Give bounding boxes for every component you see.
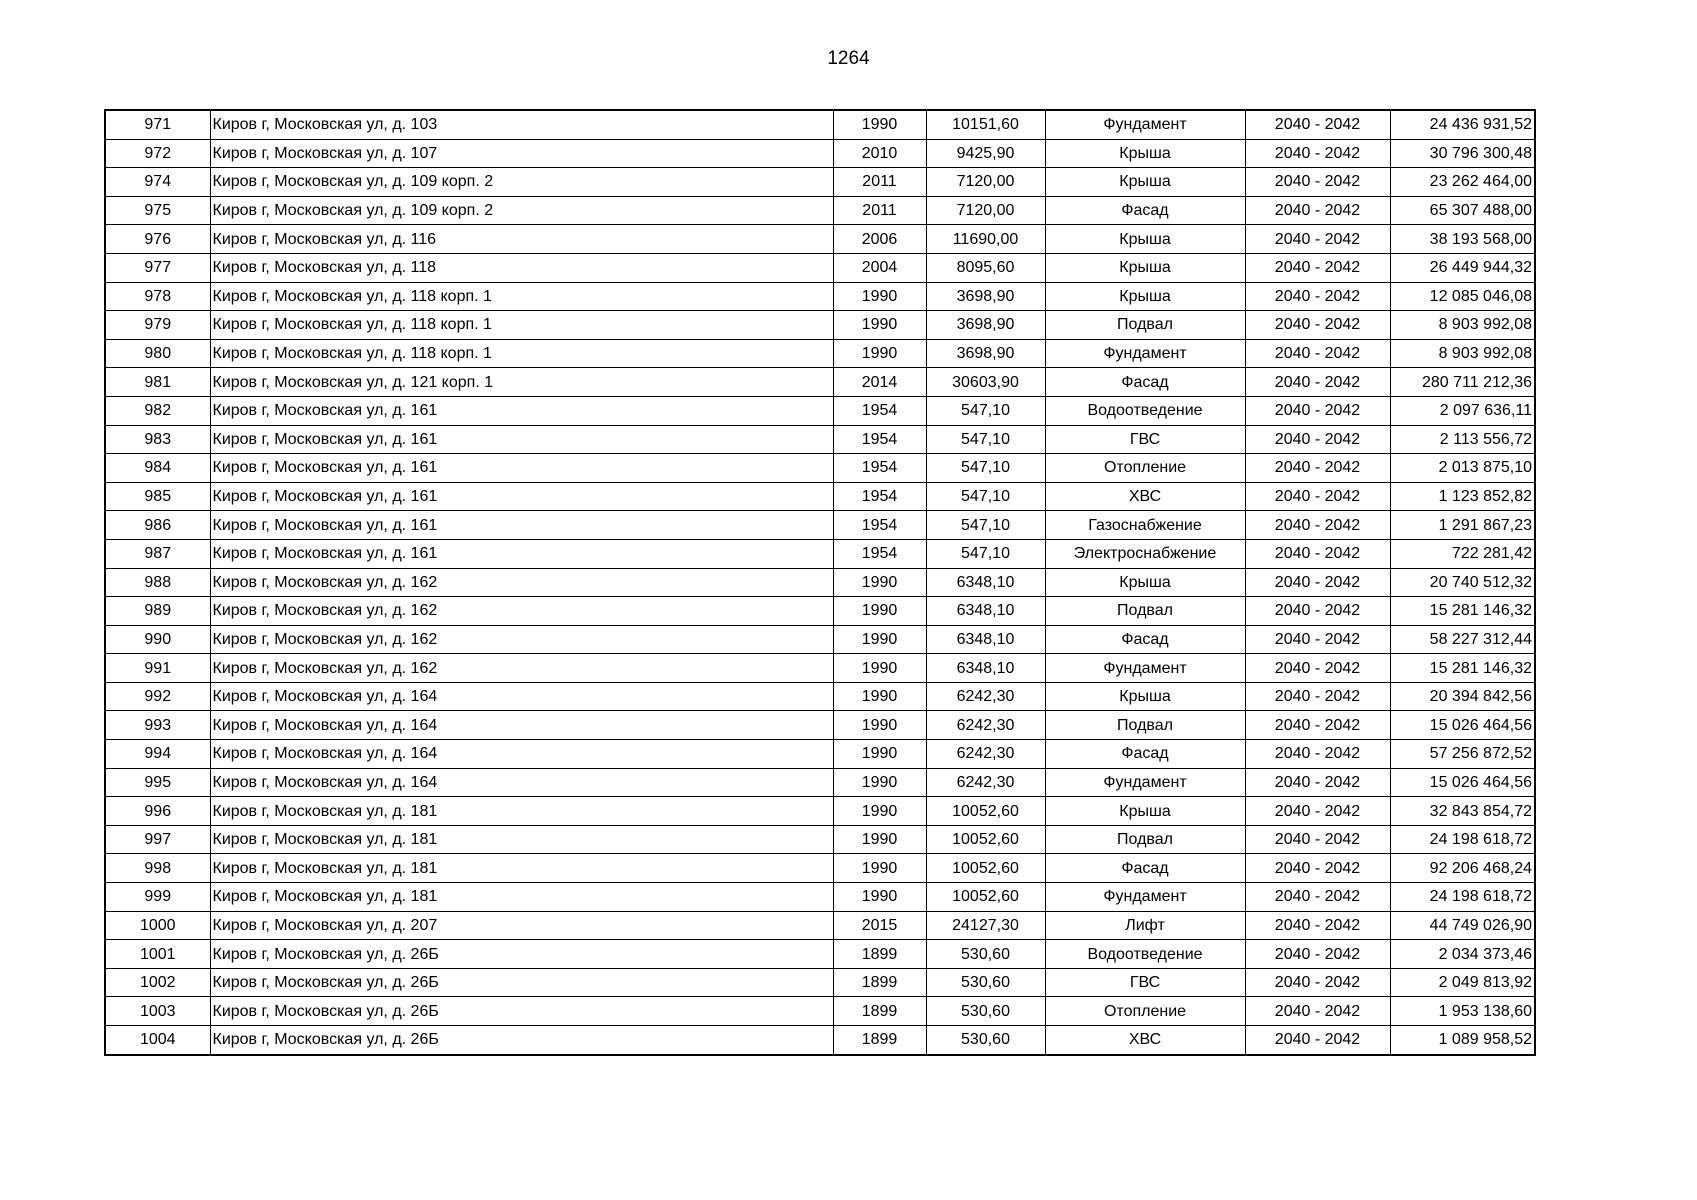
work-type-cell: Крыша bbox=[1045, 139, 1245, 168]
cost-cell: 24 198 618,72 bbox=[1390, 883, 1535, 912]
area-cell: 7120,00 bbox=[926, 196, 1045, 225]
cost-cell: 1 123 852,82 bbox=[1390, 482, 1535, 511]
period-cell: 2040 - 2042 bbox=[1245, 225, 1390, 254]
cost-cell: 44 749 026,90 bbox=[1390, 911, 1535, 940]
address-cell: Киров г, Московская ул, д. 107 bbox=[210, 139, 833, 168]
year-cell: 2004 bbox=[833, 253, 926, 282]
work-type-cell: Крыша bbox=[1045, 568, 1245, 597]
address-cell: Киров г, Московская ул, д. 164 bbox=[210, 682, 833, 711]
period-cell: 2040 - 2042 bbox=[1245, 854, 1390, 883]
cost-cell: 38 193 568,00 bbox=[1390, 225, 1535, 254]
period-cell: 2040 - 2042 bbox=[1245, 339, 1390, 368]
year-cell: 1954 bbox=[833, 454, 926, 483]
period-cell: 2040 - 2042 bbox=[1245, 768, 1390, 797]
row-number-cell: 978 bbox=[105, 282, 210, 311]
area-cell: 530,60 bbox=[926, 997, 1045, 1026]
year-cell: 1990 bbox=[833, 711, 926, 740]
table-row bbox=[105, 940, 1535, 969]
row-number-cell: 993 bbox=[105, 711, 210, 740]
row-number-cell: 983 bbox=[105, 425, 210, 454]
work-type-cell: Фасад bbox=[1045, 368, 1245, 397]
row-number-cell: 989 bbox=[105, 597, 210, 626]
table-row bbox=[105, 597, 1535, 626]
area-cell: 6348,10 bbox=[926, 654, 1045, 683]
cost-cell: 20 394 842,56 bbox=[1390, 682, 1535, 711]
year-cell: 2014 bbox=[833, 368, 926, 397]
cost-cell: 2 049 813,92 bbox=[1390, 968, 1535, 997]
table-row bbox=[105, 568, 1535, 597]
row-number-cell: 976 bbox=[105, 225, 210, 254]
work-type-cell: Отопление bbox=[1045, 997, 1245, 1026]
period-cell: 2040 - 2042 bbox=[1245, 682, 1390, 711]
cost-cell: 30 796 300,48 bbox=[1390, 139, 1535, 168]
row-number-cell: 1002 bbox=[105, 968, 210, 997]
period-cell: 2040 - 2042 bbox=[1245, 968, 1390, 997]
row-number-cell: 977 bbox=[105, 253, 210, 282]
address-cell: Киров г, Московская ул, д. 109 корп. 2 bbox=[210, 168, 833, 197]
row-number-cell: 974 bbox=[105, 168, 210, 197]
year-cell: 1990 bbox=[833, 568, 926, 597]
row-number-cell: 984 bbox=[105, 454, 210, 483]
address-cell: Киров г, Московская ул, д. 116 bbox=[210, 225, 833, 254]
area-cell: 8095,60 bbox=[926, 253, 1045, 282]
year-cell: 2011 bbox=[833, 168, 926, 197]
cost-cell: 15 026 464,56 bbox=[1390, 768, 1535, 797]
work-type-cell: ГВС bbox=[1045, 425, 1245, 454]
address-cell: Киров г, Московская ул, д. 181 bbox=[210, 825, 833, 854]
address-cell: Киров г, Московская ул, д. 181 bbox=[210, 854, 833, 883]
row-number-cell: 998 bbox=[105, 854, 210, 883]
period-cell: 2040 - 2042 bbox=[1245, 425, 1390, 454]
cost-cell: 58 227 312,44 bbox=[1390, 625, 1535, 654]
table-row bbox=[105, 911, 1535, 940]
year-cell: 2010 bbox=[833, 139, 926, 168]
year-cell: 1990 bbox=[833, 682, 926, 711]
cost-cell: 1 953 138,60 bbox=[1390, 997, 1535, 1026]
table-row bbox=[105, 625, 1535, 654]
year-cell: 1990 bbox=[833, 825, 926, 854]
cost-cell: 722 281,42 bbox=[1390, 539, 1535, 568]
cost-cell: 24 436 931,52 bbox=[1390, 110, 1535, 139]
address-cell: Киров г, Московская ул, д. 161 bbox=[210, 539, 833, 568]
cost-cell: 24 198 618,72 bbox=[1390, 825, 1535, 854]
year-cell: 1899 bbox=[833, 997, 926, 1026]
address-cell: Киров г, Московская ул, д. 181 bbox=[210, 797, 833, 826]
work-type-cell: Крыша bbox=[1045, 225, 1245, 254]
work-type-cell: Фундамент bbox=[1045, 883, 1245, 912]
area-cell: 6242,30 bbox=[926, 768, 1045, 797]
table-row bbox=[105, 482, 1535, 511]
cost-cell: 2 113 556,72 bbox=[1390, 425, 1535, 454]
period-cell: 2040 - 2042 bbox=[1245, 797, 1390, 826]
cost-cell: 280 711 212,36 bbox=[1390, 368, 1535, 397]
area-cell: 7120,00 bbox=[926, 168, 1045, 197]
work-type-cell: Водоотведение bbox=[1045, 940, 1245, 969]
work-type-cell: Газоснабжение bbox=[1045, 511, 1245, 540]
cost-cell: 26 449 944,32 bbox=[1390, 253, 1535, 282]
address-cell: Киров г, Московская ул, д. 118 корп. 1 bbox=[210, 282, 833, 311]
period-cell: 2040 - 2042 bbox=[1245, 139, 1390, 168]
area-cell: 10052,60 bbox=[926, 883, 1045, 912]
work-type-cell: Фундамент bbox=[1045, 654, 1245, 683]
table-row bbox=[105, 368, 1535, 397]
address-cell: Киров г, Московская ул, д. 162 bbox=[210, 654, 833, 683]
row-number-cell: 1000 bbox=[105, 911, 210, 940]
row-number-cell: 972 bbox=[105, 139, 210, 168]
cost-cell: 2 013 875,10 bbox=[1390, 454, 1535, 483]
work-type-cell: Крыша bbox=[1045, 797, 1245, 826]
row-number-cell: 975 bbox=[105, 196, 210, 225]
table-row bbox=[105, 539, 1535, 568]
period-cell: 2040 - 2042 bbox=[1245, 597, 1390, 626]
period-cell: 2040 - 2042 bbox=[1245, 482, 1390, 511]
address-cell: Киров г, Московская ул, д. 162 bbox=[210, 625, 833, 654]
address-cell: Киров г, Московская ул, д. 118 bbox=[210, 253, 833, 282]
table-row bbox=[105, 997, 1535, 1026]
area-cell: 3698,90 bbox=[926, 311, 1045, 340]
table-row bbox=[105, 168, 1535, 197]
row-number-cell: 1004 bbox=[105, 1026, 210, 1055]
row-number-cell: 994 bbox=[105, 740, 210, 769]
work-type-cell: Фасад bbox=[1045, 625, 1245, 654]
period-cell: 2040 - 2042 bbox=[1245, 883, 1390, 912]
address-cell: Киров г, Московская ул, д. 161 bbox=[210, 482, 833, 511]
area-cell: 6348,10 bbox=[926, 625, 1045, 654]
period-cell: 2040 - 2042 bbox=[1245, 511, 1390, 540]
cost-cell: 8 903 992,08 bbox=[1390, 339, 1535, 368]
table-row bbox=[105, 883, 1535, 912]
table-row bbox=[105, 339, 1535, 368]
row-number-cell: 996 bbox=[105, 797, 210, 826]
area-cell: 547,10 bbox=[926, 539, 1045, 568]
address-cell: Киров г, Московская ул, д. 164 bbox=[210, 740, 833, 769]
period-cell: 2040 - 2042 bbox=[1245, 625, 1390, 654]
row-number-cell: 995 bbox=[105, 768, 210, 797]
area-cell: 10151,60 bbox=[926, 110, 1045, 139]
cost-cell: 2 034 373,46 bbox=[1390, 940, 1535, 969]
year-cell: 1990 bbox=[833, 654, 926, 683]
address-cell: Киров г, Московская ул, д. 161 bbox=[210, 454, 833, 483]
year-cell: 2011 bbox=[833, 196, 926, 225]
period-cell: 2040 - 2042 bbox=[1245, 740, 1390, 769]
year-cell: 1899 bbox=[833, 968, 926, 997]
cost-cell: 57 256 872,52 bbox=[1390, 740, 1535, 769]
area-cell: 6242,30 bbox=[926, 740, 1045, 769]
cost-cell: 2 097 636,11 bbox=[1390, 396, 1535, 425]
table-row bbox=[105, 740, 1535, 769]
cost-cell: 32 843 854,72 bbox=[1390, 797, 1535, 826]
cost-cell: 23 262 464,00 bbox=[1390, 168, 1535, 197]
cost-cell: 65 307 488,00 bbox=[1390, 196, 1535, 225]
address-cell: Киров г, Московская ул, д. 162 bbox=[210, 597, 833, 626]
cost-cell: 12 085 046,08 bbox=[1390, 282, 1535, 311]
period-cell: 2040 - 2042 bbox=[1245, 196, 1390, 225]
area-cell: 530,60 bbox=[926, 1026, 1045, 1055]
work-type-cell: ХВС bbox=[1045, 482, 1245, 511]
cost-cell: 1 089 958,52 bbox=[1390, 1026, 1535, 1055]
work-type-cell: Фасад bbox=[1045, 854, 1245, 883]
area-cell: 6348,10 bbox=[926, 568, 1045, 597]
repair-schedule-table bbox=[104, 109, 1536, 1056]
row-number-cell: 982 bbox=[105, 396, 210, 425]
row-number-cell: 980 bbox=[105, 339, 210, 368]
address-cell: Киров г, Московская ул, д. 26Б bbox=[210, 968, 833, 997]
address-cell: Киров г, Московская ул, д. 118 корп. 1 bbox=[210, 339, 833, 368]
work-type-cell: Крыша bbox=[1045, 282, 1245, 311]
row-number-cell: 985 bbox=[105, 482, 210, 511]
period-cell: 2040 - 2042 bbox=[1245, 539, 1390, 568]
table-row bbox=[105, 511, 1535, 540]
work-type-cell: Фасад bbox=[1045, 740, 1245, 769]
cost-cell: 15 281 146,32 bbox=[1390, 654, 1535, 683]
period-cell: 2040 - 2042 bbox=[1245, 997, 1390, 1026]
period-cell: 2040 - 2042 bbox=[1245, 253, 1390, 282]
work-type-cell: Подвал bbox=[1045, 597, 1245, 626]
work-type-cell: Фундамент bbox=[1045, 768, 1245, 797]
table-row bbox=[105, 825, 1535, 854]
address-cell: Киров г, Московская ул, д. 164 bbox=[210, 711, 833, 740]
period-cell: 2040 - 2042 bbox=[1245, 282, 1390, 311]
period-cell: 2040 - 2042 bbox=[1245, 168, 1390, 197]
year-cell: 1899 bbox=[833, 1026, 926, 1055]
address-cell: Киров г, Московская ул, д. 109 корп. 2 bbox=[210, 196, 833, 225]
address-cell: Киров г, Московская ул, д. 161 bbox=[210, 425, 833, 454]
period-cell: 2040 - 2042 bbox=[1245, 568, 1390, 597]
work-type-cell: Подвал bbox=[1045, 825, 1245, 854]
year-cell: 1990 bbox=[833, 282, 926, 311]
year-cell: 1990 bbox=[833, 854, 926, 883]
year-cell: 2006 bbox=[833, 225, 926, 254]
period-cell: 2040 - 2042 bbox=[1245, 911, 1390, 940]
row-number-cell: 997 bbox=[105, 825, 210, 854]
area-cell: 10052,60 bbox=[926, 854, 1045, 883]
period-cell: 2040 - 2042 bbox=[1245, 110, 1390, 139]
work-type-cell: Крыша bbox=[1045, 168, 1245, 197]
work-type-cell: Электроснабжение bbox=[1045, 539, 1245, 568]
work-type-cell: Лифт bbox=[1045, 911, 1245, 940]
address-cell: Киров г, Московская ул, д. 161 bbox=[210, 396, 833, 425]
area-cell: 6348,10 bbox=[926, 597, 1045, 626]
area-cell: 3698,90 bbox=[926, 282, 1045, 311]
area-cell: 530,60 bbox=[926, 968, 1045, 997]
table-row bbox=[105, 282, 1535, 311]
area-cell: 547,10 bbox=[926, 511, 1045, 540]
cost-cell: 20 740 512,32 bbox=[1390, 568, 1535, 597]
period-cell: 2040 - 2042 bbox=[1245, 396, 1390, 425]
year-cell: 1990 bbox=[833, 339, 926, 368]
period-cell: 2040 - 2042 bbox=[1245, 368, 1390, 397]
area-cell: 11690,00 bbox=[926, 225, 1045, 254]
work-type-cell: Крыша bbox=[1045, 253, 1245, 282]
year-cell: 1990 bbox=[833, 768, 926, 797]
area-cell: 547,10 bbox=[926, 425, 1045, 454]
area-cell: 6242,30 bbox=[926, 682, 1045, 711]
area-cell: 3698,90 bbox=[926, 339, 1045, 368]
table-row bbox=[105, 854, 1535, 883]
table-row bbox=[105, 110, 1535, 139]
year-cell: 2015 bbox=[833, 911, 926, 940]
year-cell: 1990 bbox=[833, 311, 926, 340]
area-cell: 530,60 bbox=[926, 940, 1045, 969]
year-cell: 1899 bbox=[833, 940, 926, 969]
period-cell: 2040 - 2042 bbox=[1245, 454, 1390, 483]
cost-cell: 8 903 992,08 bbox=[1390, 311, 1535, 340]
row-number-cell: 1001 bbox=[105, 940, 210, 969]
row-number-cell: 990 bbox=[105, 625, 210, 654]
area-cell: 10052,60 bbox=[926, 797, 1045, 826]
address-cell: Киров г, Московская ул, д. 121 корп. 1 bbox=[210, 368, 833, 397]
table-row bbox=[105, 253, 1535, 282]
period-cell: 2040 - 2042 bbox=[1245, 654, 1390, 683]
work-type-cell: Отопление bbox=[1045, 454, 1245, 483]
year-cell: 1990 bbox=[833, 110, 926, 139]
area-cell: 547,10 bbox=[926, 454, 1045, 483]
table-row bbox=[105, 968, 1535, 997]
address-cell: Киров г, Московская ул, д. 26Б bbox=[210, 1026, 833, 1055]
address-cell: Киров г, Московская ул, д. 162 bbox=[210, 568, 833, 597]
area-cell: 547,10 bbox=[926, 396, 1045, 425]
year-cell: 1990 bbox=[833, 740, 926, 769]
work-type-cell: ХВС bbox=[1045, 1026, 1245, 1055]
cost-cell: 15 281 146,32 bbox=[1390, 597, 1535, 626]
work-type-cell: Фундамент bbox=[1045, 339, 1245, 368]
year-cell: 1954 bbox=[833, 425, 926, 454]
year-cell: 1954 bbox=[833, 396, 926, 425]
cost-cell: 15 026 464,56 bbox=[1390, 711, 1535, 740]
row-number-cell: 992 bbox=[105, 682, 210, 711]
period-cell: 2040 - 2042 bbox=[1245, 1026, 1390, 1055]
period-cell: 2040 - 2042 bbox=[1245, 711, 1390, 740]
period-cell: 2040 - 2042 bbox=[1245, 825, 1390, 854]
cost-cell: 92 206 468,24 bbox=[1390, 854, 1535, 883]
table-row bbox=[105, 454, 1535, 483]
row-number-cell: 979 bbox=[105, 311, 210, 340]
period-cell: 2040 - 2042 bbox=[1245, 940, 1390, 969]
row-number-cell: 1003 bbox=[105, 997, 210, 1026]
address-cell: Киров г, Московская ул, д. 181 bbox=[210, 883, 833, 912]
area-cell: 9425,90 bbox=[926, 139, 1045, 168]
cost-cell: 1 291 867,23 bbox=[1390, 511, 1535, 540]
period-cell: 2040 - 2042 bbox=[1245, 311, 1390, 340]
address-cell: Киров г, Московская ул, д. 26Б bbox=[210, 940, 833, 969]
table-row bbox=[105, 768, 1535, 797]
row-number-cell: 999 bbox=[105, 883, 210, 912]
area-cell: 6242,30 bbox=[926, 711, 1045, 740]
row-number-cell: 971 bbox=[105, 110, 210, 139]
year-cell: 1990 bbox=[833, 625, 926, 654]
table-row bbox=[105, 654, 1535, 683]
work-type-cell: Подвал bbox=[1045, 311, 1245, 340]
table-body bbox=[105, 110, 1535, 1055]
table-row bbox=[105, 311, 1535, 340]
area-cell: 30603,90 bbox=[926, 368, 1045, 397]
address-cell: Киров г, Московская ул, д. 164 bbox=[210, 768, 833, 797]
table-row bbox=[105, 1026, 1535, 1055]
row-number-cell: 987 bbox=[105, 539, 210, 568]
address-cell: Киров г, Московская ул, д. 103 bbox=[210, 110, 833, 139]
year-cell: 1990 bbox=[833, 597, 926, 626]
table-row bbox=[105, 196, 1535, 225]
address-cell: Киров г, Московская ул, д. 207 bbox=[210, 911, 833, 940]
year-cell: 1990 bbox=[833, 797, 926, 826]
area-cell: 547,10 bbox=[926, 482, 1045, 511]
row-number-cell: 988 bbox=[105, 568, 210, 597]
work-type-cell: Фасад bbox=[1045, 196, 1245, 225]
area-cell: 24127,30 bbox=[926, 911, 1045, 940]
area-cell: 10052,60 bbox=[926, 825, 1045, 854]
address-cell: Киров г, Московская ул, д. 161 bbox=[210, 511, 833, 540]
row-number-cell: 991 bbox=[105, 654, 210, 683]
address-cell: Киров г, Московская ул, д. 118 корп. 1 bbox=[210, 311, 833, 340]
table-row bbox=[105, 425, 1535, 454]
table-row bbox=[105, 682, 1535, 711]
row-number-cell: 981 bbox=[105, 368, 210, 397]
year-cell: 1954 bbox=[833, 511, 926, 540]
year-cell: 1954 bbox=[833, 482, 926, 511]
table-row bbox=[105, 396, 1535, 425]
work-type-cell: Крыша bbox=[1045, 682, 1245, 711]
table-row bbox=[105, 711, 1535, 740]
table-row bbox=[105, 139, 1535, 168]
work-type-cell: Водоотведение bbox=[1045, 396, 1245, 425]
year-cell: 1954 bbox=[833, 539, 926, 568]
address-cell: Киров г, Московская ул, д. 26Б bbox=[210, 997, 833, 1026]
page-number: 1264 bbox=[827, 48, 870, 69]
table-row bbox=[105, 225, 1535, 254]
work-type-cell: Фундамент bbox=[1045, 110, 1245, 139]
row-number-cell: 986 bbox=[105, 511, 210, 540]
work-type-cell: Подвал bbox=[1045, 711, 1245, 740]
year-cell: 1990 bbox=[833, 883, 926, 912]
work-type-cell: ГВС bbox=[1045, 968, 1245, 997]
table-row bbox=[105, 797, 1535, 826]
